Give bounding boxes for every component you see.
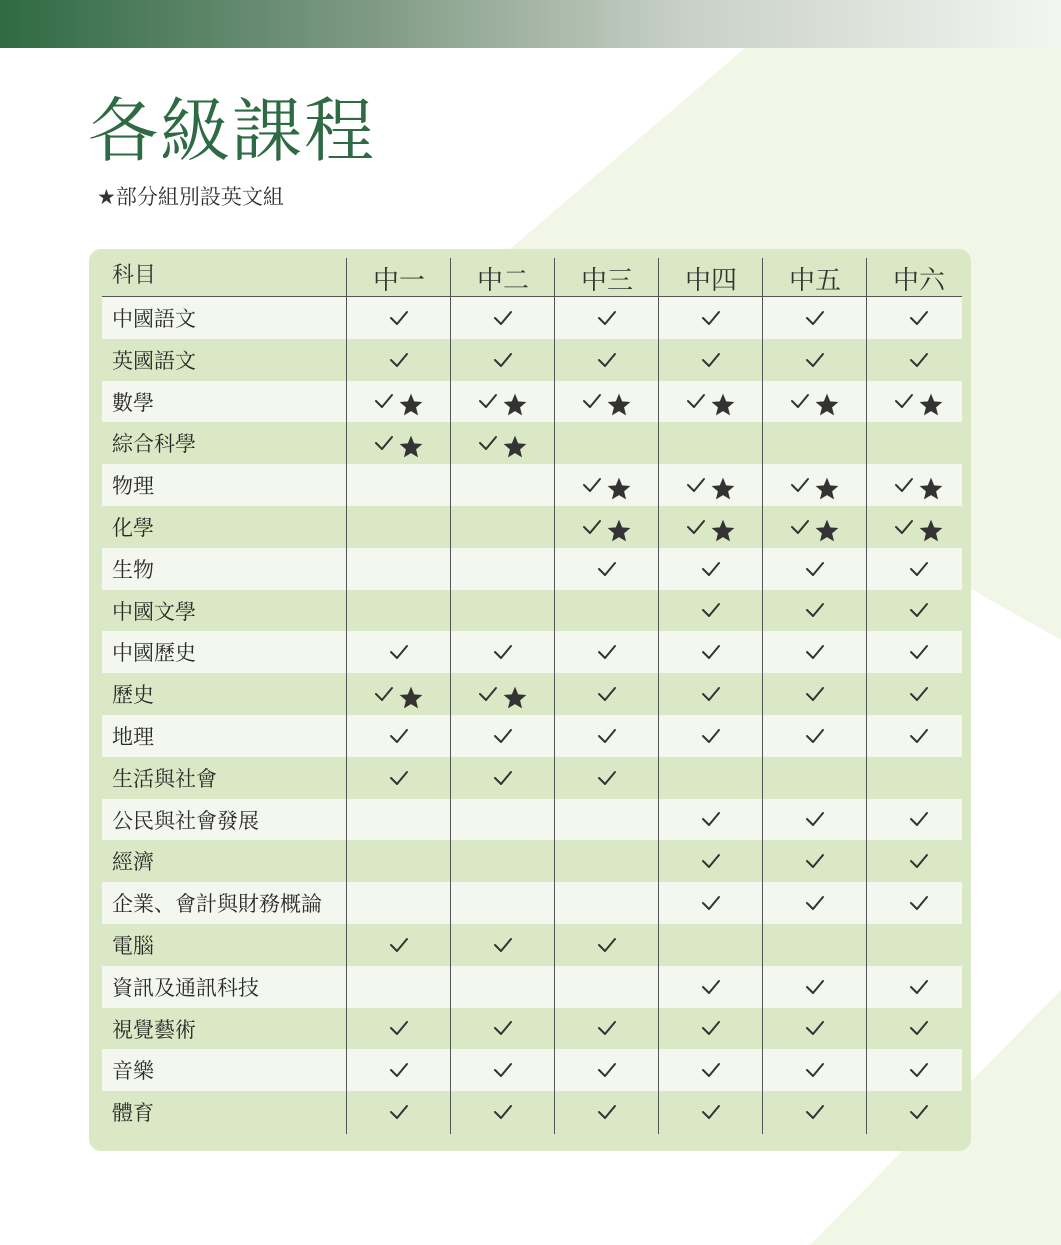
check-icon — [805, 310, 825, 326]
subject-name: 化學 — [112, 515, 154, 540]
grade-cell — [451, 1049, 555, 1091]
table-row — [102, 673, 962, 715]
check-icon — [894, 519, 914, 535]
check-icon — [597, 644, 617, 660]
grade-cell — [451, 297, 555, 339]
subject-name: 企業、會計與財務概論 — [112, 892, 322, 917]
check-icon — [701, 310, 721, 326]
grade-cell — [555, 1091, 659, 1133]
grade-cell — [347, 464, 451, 506]
grade-cell — [347, 548, 451, 590]
check-icon — [389, 728, 409, 744]
grade-cell — [867, 882, 971, 924]
subject-name: 英國語文 — [112, 348, 196, 373]
star-icon — [710, 476, 736, 502]
grade-header-s6: 中六 — [892, 266, 945, 296]
grade-cell — [867, 590, 971, 632]
check-icon — [909, 811, 929, 827]
grade-cell — [347, 757, 451, 799]
table-row — [102, 1091, 962, 1133]
grade-cell — [659, 422, 763, 464]
star-icon — [502, 392, 528, 418]
subject-name: 數學 — [112, 390, 154, 415]
grade-cell — [555, 548, 659, 590]
grade-cell — [659, 799, 763, 841]
grade-cell — [659, 297, 763, 339]
grade-cell — [659, 840, 763, 882]
check-icon — [909, 1062, 929, 1078]
grade-cell — [451, 715, 555, 757]
grade-cell — [347, 422, 451, 464]
check-icon — [909, 644, 929, 660]
table-body — [102, 297, 962, 1133]
grade-cell — [659, 715, 763, 757]
check-icon — [374, 393, 394, 409]
check-icon — [389, 770, 409, 786]
grade-cell — [763, 924, 867, 966]
check-icon — [805, 1020, 825, 1036]
grade-cell — [555, 673, 659, 715]
grade-cell — [867, 799, 971, 841]
check-icon — [389, 1104, 409, 1120]
star-icon — [398, 392, 424, 418]
grade-cell — [451, 882, 555, 924]
star-note-text: 部分組別設英文組 — [115, 185, 284, 209]
check-icon — [805, 853, 825, 869]
check-icon — [805, 686, 825, 702]
check-icon — [909, 728, 929, 744]
grade-cell — [867, 297, 971, 339]
subject-name: 音樂 — [112, 1059, 154, 1084]
check-icon — [597, 686, 617, 702]
check-icon — [701, 644, 721, 660]
column-divider — [450, 258, 451, 1134]
check-icon — [909, 602, 929, 618]
check-icon — [597, 1020, 617, 1036]
check-icon — [389, 937, 409, 953]
subject-name: 視覺藝術 — [112, 1017, 196, 1042]
star-icon — [918, 392, 944, 418]
check-icon — [493, 937, 513, 953]
grade-cell — [867, 381, 971, 423]
grade-cell — [763, 590, 867, 632]
check-icon — [493, 770, 513, 786]
grade-cell — [867, 715, 971, 757]
grade-cell — [451, 799, 555, 841]
table-row — [102, 882, 962, 924]
grade-cell — [451, 840, 555, 882]
check-icon — [493, 644, 513, 660]
grade-cell — [763, 548, 867, 590]
check-icon — [582, 393, 602, 409]
check-icon — [686, 477, 706, 493]
check-icon — [805, 644, 825, 660]
check-icon — [701, 1104, 721, 1120]
grade-cell — [867, 757, 971, 799]
grade-cell — [867, 631, 971, 673]
column-divider — [866, 258, 867, 1134]
star-icon — [814, 518, 840, 544]
grade-cell — [763, 715, 867, 757]
grade-cell — [867, 924, 971, 966]
grade-cell — [555, 422, 659, 464]
check-icon — [701, 1062, 721, 1078]
check-icon — [909, 895, 929, 911]
grade-cell — [347, 506, 451, 548]
table-row — [102, 464, 962, 506]
grade-cell — [555, 1008, 659, 1050]
grade-cell — [347, 1008, 451, 1050]
check-icon — [909, 853, 929, 869]
grade-cell — [451, 966, 555, 1008]
grade-cell — [347, 631, 451, 673]
star-icon — [814, 476, 840, 502]
grade-cell — [763, 1049, 867, 1091]
page-title: 各級課程 — [88, 90, 376, 172]
grade-cell — [555, 715, 659, 757]
grade-cell — [451, 673, 555, 715]
grade-cell — [347, 339, 451, 381]
grade-cell — [659, 673, 763, 715]
grade-cell — [555, 590, 659, 632]
column-divider — [554, 258, 555, 1134]
grade-cell — [659, 757, 763, 799]
check-icon — [478, 686, 498, 702]
star-icon — [710, 392, 736, 418]
grade-header-s2: 中二 — [476, 266, 529, 296]
grade-cell — [555, 381, 659, 423]
star-icon — [606, 476, 632, 502]
check-icon — [909, 352, 929, 368]
grade-cell — [555, 506, 659, 548]
check-icon — [894, 393, 914, 409]
check-icon — [701, 853, 721, 869]
subject-name: 生活與社會 — [112, 766, 217, 791]
check-icon — [909, 686, 929, 702]
grade-cell — [555, 1049, 659, 1091]
check-icon — [805, 1062, 825, 1078]
grade-cell — [763, 882, 867, 924]
grade-cell — [555, 924, 659, 966]
check-icon — [389, 352, 409, 368]
grade-header-s1: 中一 — [372, 266, 425, 296]
grade-cell — [659, 590, 763, 632]
check-icon — [790, 477, 810, 493]
grade-cell — [451, 1008, 555, 1050]
table-row — [102, 590, 962, 632]
grade-cell — [867, 422, 971, 464]
table-row — [102, 757, 962, 799]
check-icon — [805, 979, 825, 995]
grade-cell — [867, 548, 971, 590]
check-icon — [389, 310, 409, 326]
subject-name: 中國語文 — [112, 307, 196, 331]
check-icon — [374, 686, 394, 702]
check-icon — [894, 477, 914, 493]
check-icon — [493, 1062, 513, 1078]
subject-name: 電腦 — [112, 933, 154, 958]
curriculum-table — [102, 256, 962, 1133]
star-icon — [606, 392, 632, 418]
grade-cell — [451, 422, 555, 464]
table-row — [102, 548, 962, 590]
grade-cell — [555, 882, 659, 924]
subject-name: 體育 — [112, 1101, 154, 1126]
grade-cell — [867, 673, 971, 715]
grade-cell — [347, 1049, 451, 1091]
check-icon — [493, 728, 513, 744]
check-icon — [686, 519, 706, 535]
check-icon — [582, 519, 602, 535]
check-icon — [701, 811, 721, 827]
check-icon — [597, 1062, 617, 1078]
grade-cell — [867, 339, 971, 381]
grade-cell — [867, 1008, 971, 1050]
grade-cell — [451, 506, 555, 548]
column-divider — [658, 258, 659, 1134]
table-header — [102, 256, 962, 297]
check-icon — [805, 728, 825, 744]
grade-cell — [555, 297, 659, 339]
check-icon — [597, 728, 617, 744]
check-icon — [701, 728, 721, 744]
check-icon — [701, 979, 721, 995]
grade-cell — [659, 464, 763, 506]
subject-name: 公民與社會發展 — [112, 808, 259, 833]
check-icon — [389, 1062, 409, 1078]
grade-cell — [451, 339, 555, 381]
star-icon — [606, 518, 632, 544]
grade-header-s4: 中四 — [684, 266, 737, 296]
grade-cell — [555, 464, 659, 506]
check-icon — [701, 561, 721, 577]
check-icon — [597, 561, 617, 577]
check-icon — [389, 1020, 409, 1036]
subject-name: 中國歷史 — [112, 641, 196, 666]
grade-cell — [451, 924, 555, 966]
check-icon — [493, 310, 513, 326]
grade-cell — [347, 590, 451, 632]
grade-cell — [451, 631, 555, 673]
column-divider — [762, 258, 763, 1134]
grade-cell — [867, 840, 971, 882]
table-row — [102, 1008, 962, 1050]
check-icon — [493, 1020, 513, 1036]
check-icon — [805, 1104, 825, 1120]
grade-cell — [763, 757, 867, 799]
grade-cell — [555, 339, 659, 381]
check-icon — [597, 937, 617, 953]
grade-cell — [763, 631, 867, 673]
subject-name: 中國文學 — [112, 599, 196, 624]
grade-cell — [451, 548, 555, 590]
check-icon — [805, 352, 825, 368]
table-row — [102, 297, 962, 339]
grade-cell — [763, 840, 867, 882]
grade-cell — [659, 548, 763, 590]
grade-cell — [659, 1091, 763, 1133]
subject-name: 歷史 — [112, 683, 154, 708]
table-row — [102, 799, 962, 841]
grade-header-s3: 中三 — [580, 266, 633, 296]
check-icon — [805, 561, 825, 577]
grade-header-s5: 中五 — [788, 266, 841, 296]
subject-name: 物理 — [112, 474, 154, 499]
grade-cell — [763, 422, 867, 464]
grade-cell — [347, 840, 451, 882]
star-icon — [918, 476, 944, 502]
grade-cell — [347, 297, 451, 339]
grade-cell — [555, 799, 659, 841]
grade-cell — [347, 673, 451, 715]
grade-cell — [555, 757, 659, 799]
grade-cell — [867, 966, 971, 1008]
check-icon — [493, 352, 513, 368]
grade-cell — [451, 1091, 555, 1133]
grade-cell — [347, 924, 451, 966]
grade-cell — [347, 1091, 451, 1133]
table-row — [102, 422, 962, 464]
subject-name: 綜合科學 — [112, 432, 196, 457]
grade-cell — [451, 381, 555, 423]
grade-cell — [763, 799, 867, 841]
check-icon — [909, 561, 929, 577]
grade-cell — [867, 464, 971, 506]
grade-cell — [763, 297, 867, 339]
check-icon — [701, 895, 721, 911]
check-icon — [597, 1104, 617, 1120]
check-icon — [597, 770, 617, 786]
subject-name: 生物 — [112, 557, 154, 582]
table-row — [102, 381, 962, 423]
check-icon — [478, 393, 498, 409]
check-icon — [909, 1020, 929, 1036]
check-icon — [805, 895, 825, 911]
grade-cell — [659, 924, 763, 966]
check-icon — [790, 393, 810, 409]
table-row — [102, 966, 962, 1008]
subject-name: 地理 — [112, 724, 154, 749]
grade-cell — [763, 339, 867, 381]
grade-cell — [763, 673, 867, 715]
grade-cell — [763, 464, 867, 506]
check-icon — [597, 310, 617, 326]
star-icon — [398, 685, 424, 711]
table-row — [102, 840, 962, 882]
grade-cell — [451, 590, 555, 632]
grade-cell — [867, 506, 971, 548]
check-icon — [597, 352, 617, 368]
table-row — [102, 1049, 962, 1091]
grade-cell — [555, 631, 659, 673]
grade-cell — [451, 757, 555, 799]
subject-name: 經濟 — [112, 850, 154, 875]
grade-cell — [451, 464, 555, 506]
grade-cell — [763, 1008, 867, 1050]
star-icon: ★ — [97, 185, 116, 209]
star-icon — [814, 392, 840, 418]
check-icon — [909, 1104, 929, 1120]
grade-cell — [763, 381, 867, 423]
check-icon — [374, 435, 394, 451]
grade-cell — [347, 799, 451, 841]
grade-cell — [763, 506, 867, 548]
star-icon — [918, 518, 944, 544]
grade-cell — [659, 339, 763, 381]
star-icon — [398, 434, 424, 460]
grade-cell — [659, 966, 763, 1008]
check-icon — [909, 979, 929, 995]
grade-cell — [659, 1049, 763, 1091]
grade-cell — [867, 1091, 971, 1133]
check-icon — [805, 602, 825, 618]
check-icon — [701, 686, 721, 702]
check-icon — [790, 519, 810, 535]
star-note — [97, 181, 284, 211]
grade-cell — [347, 966, 451, 1008]
grade-cell — [659, 381, 763, 423]
star-icon — [710, 518, 736, 544]
grade-cell — [555, 840, 659, 882]
check-icon — [389, 644, 409, 660]
check-icon — [701, 602, 721, 618]
star-icon — [502, 434, 528, 460]
check-icon — [909, 310, 929, 326]
grade-cell — [659, 631, 763, 673]
grade-cell — [659, 506, 763, 548]
star-icon — [502, 685, 528, 711]
grade-cell — [659, 1008, 763, 1050]
check-icon — [805, 811, 825, 827]
check-icon — [582, 477, 602, 493]
table-row — [102, 631, 962, 673]
check-icon — [701, 352, 721, 368]
grade-cell — [347, 381, 451, 423]
grade-cell — [659, 882, 763, 924]
check-icon — [686, 393, 706, 409]
table-row — [102, 715, 962, 757]
grade-cell — [763, 966, 867, 1008]
column-divider — [346, 258, 347, 1134]
check-icon — [493, 1104, 513, 1120]
table-row — [102, 924, 962, 966]
check-icon — [478, 435, 498, 451]
subject-column-header: 科目 — [112, 263, 157, 288]
check-icon — [701, 1020, 721, 1036]
grade-cell — [763, 1091, 867, 1133]
grade-cell — [867, 1049, 971, 1091]
table-row — [102, 506, 962, 548]
grade-cell — [347, 882, 451, 924]
subject-name: 資訊及通訊科技 — [112, 975, 259, 1000]
grade-cell — [347, 715, 451, 757]
grade-cell — [555, 966, 659, 1008]
table-row — [102, 339, 962, 381]
